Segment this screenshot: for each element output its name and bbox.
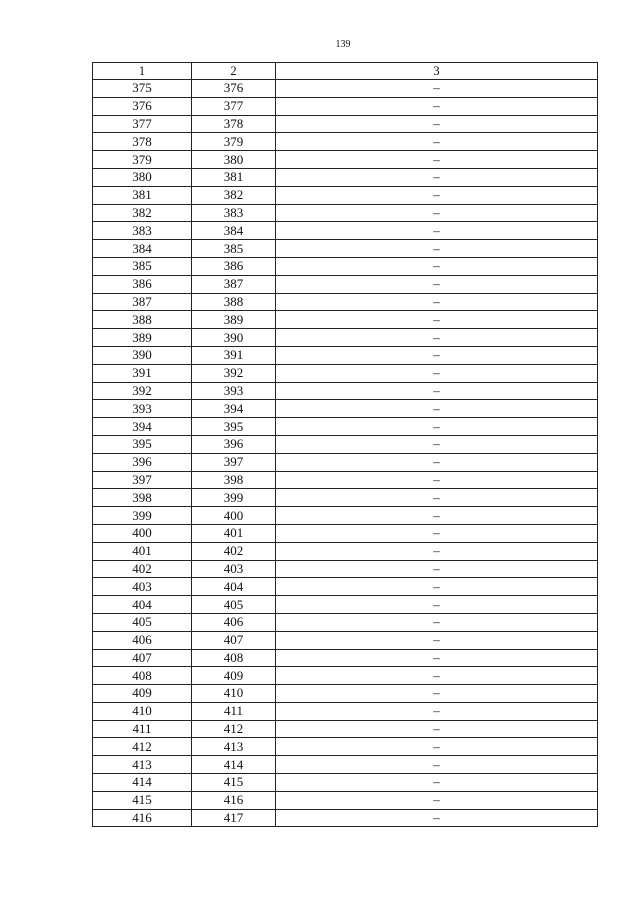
table-cell-col-2: 380: [192, 151, 276, 169]
table-cell-col-3: –: [276, 382, 598, 400]
table-cell-col-1: 396: [93, 453, 192, 471]
table-cell-col-2: 383: [192, 204, 276, 222]
table-cell-col-3: –: [276, 560, 598, 578]
table-cell-col-2: 404: [192, 578, 276, 596]
table-cell-col-1: 412: [93, 738, 192, 756]
table-cell-col-2: 390: [192, 329, 276, 347]
table-row: [93, 204, 598, 222]
column-header-2: 2: [192, 63, 276, 80]
table-cell-col-1: 387: [93, 293, 192, 311]
table-cell-col-1: 386: [93, 275, 192, 293]
data-table: [92, 62, 598, 827]
table-cell-col-2: 385: [192, 240, 276, 258]
table-cell-col-2: 392: [192, 364, 276, 382]
table-header-row: [93, 63, 598, 80]
table-cell-col-3: –: [276, 685, 598, 703]
table-row: [93, 240, 598, 258]
table-row: [93, 400, 598, 418]
table-cell-col-1: 406: [93, 631, 192, 649]
table-cell-col-2: 402: [192, 542, 276, 560]
table-cell-col-3: –: [276, 702, 598, 720]
table-cell-col-1: 407: [93, 649, 192, 667]
table-cell-col-2: 381: [192, 168, 276, 186]
table-cell-col-1: 398: [93, 489, 192, 507]
table-cell-col-1: 405: [93, 613, 192, 631]
table-cell-col-1: 415: [93, 791, 192, 809]
table-cell-col-2: 386: [192, 257, 276, 275]
table-cell-col-2: 377: [192, 97, 276, 115]
table-cell-col-1: 401: [93, 542, 192, 560]
table-cell-col-1: 378: [93, 133, 192, 151]
table-row: [93, 97, 598, 115]
table-cell-col-1: 404: [93, 596, 192, 614]
table-body: [93, 80, 598, 827]
table-cell-col-1: 383: [93, 222, 192, 240]
table-row: [93, 560, 598, 578]
table-row: [93, 720, 598, 738]
table-cell-col-3: –: [276, 756, 598, 774]
table-cell-col-1: 402: [93, 560, 192, 578]
table-row: [93, 329, 598, 347]
table-cell-col-2: 413: [192, 738, 276, 756]
table-row: [93, 222, 598, 240]
table-cell-col-1: 391: [93, 364, 192, 382]
table-cell-col-3: –: [276, 346, 598, 364]
table-cell-col-1: 385: [93, 257, 192, 275]
table-cell-col-3: –: [276, 204, 598, 222]
table-cell-col-3: –: [276, 418, 598, 436]
table-cell-col-2: 417: [192, 809, 276, 827]
table-cell-col-2: 415: [192, 774, 276, 792]
table-cell-col-2: 414: [192, 756, 276, 774]
table-cell-col-2: 398: [192, 471, 276, 489]
table-cell-col-2: 395: [192, 418, 276, 436]
table-cell-col-2: 406: [192, 613, 276, 631]
table-cell-col-3: –: [276, 275, 598, 293]
table-cell-col-1: 399: [93, 507, 192, 525]
table-cell-col-3: –: [276, 80, 598, 98]
table-cell-col-3: –: [276, 133, 598, 151]
table-cell-col-1: 379: [93, 151, 192, 169]
table-row: [93, 738, 598, 756]
table-cell-col-1: 416: [93, 809, 192, 827]
table-cell-col-2: 411: [192, 702, 276, 720]
table-cell-col-1: 408: [93, 667, 192, 685]
table-cell-col-3: –: [276, 400, 598, 418]
table-cell-col-2: 396: [192, 435, 276, 453]
table-cell-col-1: 389: [93, 329, 192, 347]
table-cell-col-2: 382: [192, 186, 276, 204]
table-row: [93, 293, 598, 311]
table-row: [93, 346, 598, 364]
table-row: [93, 685, 598, 703]
table-row: [93, 151, 598, 169]
table-row: [93, 257, 598, 275]
table-row: [93, 115, 598, 133]
table-cell-col-2: 416: [192, 791, 276, 809]
table-row: [93, 667, 598, 685]
table-cell-col-2: 410: [192, 685, 276, 703]
page-number: 139: [335, 39, 351, 50]
column-header-1: 1: [93, 63, 192, 80]
table-row: [93, 80, 598, 98]
table-row: [93, 809, 598, 827]
table-cell-col-3: –: [276, 542, 598, 560]
table-cell-col-1: 390: [93, 346, 192, 364]
table-cell-col-3: –: [276, 667, 598, 685]
table-cell-col-3: –: [276, 364, 598, 382]
table-cell-col-2: 409: [192, 667, 276, 685]
table-row: [93, 702, 598, 720]
table-cell-col-3: –: [276, 489, 598, 507]
table-cell-col-1: 400: [93, 524, 192, 542]
table-cell-col-2: 397: [192, 453, 276, 471]
table-cell-col-1: 376: [93, 97, 192, 115]
table-row: [93, 631, 598, 649]
table-cell-col-2: 399: [192, 489, 276, 507]
table-cell-col-1: 380: [93, 168, 192, 186]
table-cell-col-3: –: [276, 186, 598, 204]
table-row: [93, 364, 598, 382]
table-cell-col-2: 379: [192, 133, 276, 151]
table-cell-col-2: 391: [192, 346, 276, 364]
table-cell-col-3: –: [276, 720, 598, 738]
table-cell-col-1: 395: [93, 435, 192, 453]
table-cell-col-1: 397: [93, 471, 192, 489]
table-cell-col-3: –: [276, 311, 598, 329]
table-cell-col-2: 403: [192, 560, 276, 578]
table-row: [93, 311, 598, 329]
table-cell-col-2: 384: [192, 222, 276, 240]
table-row: [93, 168, 598, 186]
table-cell-col-3: –: [276, 791, 598, 809]
table-cell-col-2: 389: [192, 311, 276, 329]
table-cell-col-3: –: [276, 453, 598, 471]
table-cell-col-3: –: [276, 151, 598, 169]
table-cell-col-1: 382: [93, 204, 192, 222]
table-row: [93, 435, 598, 453]
table-cell-col-3: –: [276, 293, 598, 311]
table-cell-col-1: 377: [93, 115, 192, 133]
table-row: [93, 596, 598, 614]
table-cell-col-3: –: [276, 774, 598, 792]
table-cell-col-2: 400: [192, 507, 276, 525]
table-cell-col-3: –: [276, 809, 598, 827]
table-row: [93, 507, 598, 525]
table-cell-col-1: 411: [93, 720, 192, 738]
table-row: [93, 578, 598, 596]
table-cell-col-2: 407: [192, 631, 276, 649]
table-row: [93, 382, 598, 400]
table-cell-col-2: 405: [192, 596, 276, 614]
table-cell-col-3: –: [276, 115, 598, 133]
table-cell-col-3: –: [276, 524, 598, 542]
table-row: [93, 542, 598, 560]
table-row: [93, 524, 598, 542]
table-row: [93, 275, 598, 293]
table-cell-col-3: –: [276, 738, 598, 756]
table-cell-col-3: –: [276, 631, 598, 649]
table-cell-col-1: 394: [93, 418, 192, 436]
table-row: [93, 649, 598, 667]
table-cell-col-2: 394: [192, 400, 276, 418]
table-row: [93, 418, 598, 436]
table-cell-col-1: 381: [93, 186, 192, 204]
table-cell-col-3: –: [276, 240, 598, 258]
table-cell-col-3: –: [276, 222, 598, 240]
table-cell-col-3: –: [276, 649, 598, 667]
table-cell-col-3: –: [276, 507, 598, 525]
table-cell-col-1: 393: [93, 400, 192, 418]
table-cell-col-3: –: [276, 613, 598, 631]
table-cell-col-3: –: [276, 471, 598, 489]
table-cell-col-1: 409: [93, 685, 192, 703]
table-cell-col-1: 413: [93, 756, 192, 774]
table-cell-col-3: –: [276, 257, 598, 275]
table-cell-col-3: –: [276, 168, 598, 186]
table-cell-col-3: –: [276, 596, 598, 614]
table-cell-col-1: 414: [93, 774, 192, 792]
table-row: [93, 774, 598, 792]
table-cell-col-3: –: [276, 435, 598, 453]
table-row: [93, 453, 598, 471]
table-cell-col-2: 376: [192, 80, 276, 98]
table-cell-col-1: 375: [93, 80, 192, 98]
table-row: [93, 471, 598, 489]
table-row: [93, 756, 598, 774]
table-cell-col-1: 388: [93, 311, 192, 329]
table-cell-col-1: 392: [93, 382, 192, 400]
table-cell-col-2: 387: [192, 275, 276, 293]
table-cell-col-1: 403: [93, 578, 192, 596]
table-cell-col-2: 408: [192, 649, 276, 667]
table-cell-col-2: 378: [192, 115, 276, 133]
table-row: [93, 791, 598, 809]
table-row: [93, 489, 598, 507]
table-cell-col-1: 410: [93, 702, 192, 720]
table-cell-col-2: 388: [192, 293, 276, 311]
table-cell-col-1: 384: [93, 240, 192, 258]
table-cell-col-2: 393: [192, 382, 276, 400]
table-cell-col-3: –: [276, 329, 598, 347]
table-row: [93, 186, 598, 204]
table-row: [93, 613, 598, 631]
table-cell-col-2: 412: [192, 720, 276, 738]
column-header-3: 3: [276, 63, 598, 80]
table-cell-col-3: –: [276, 578, 598, 596]
table-cell-col-2: 401: [192, 524, 276, 542]
table-row: [93, 133, 598, 151]
table-cell-col-3: –: [276, 97, 598, 115]
